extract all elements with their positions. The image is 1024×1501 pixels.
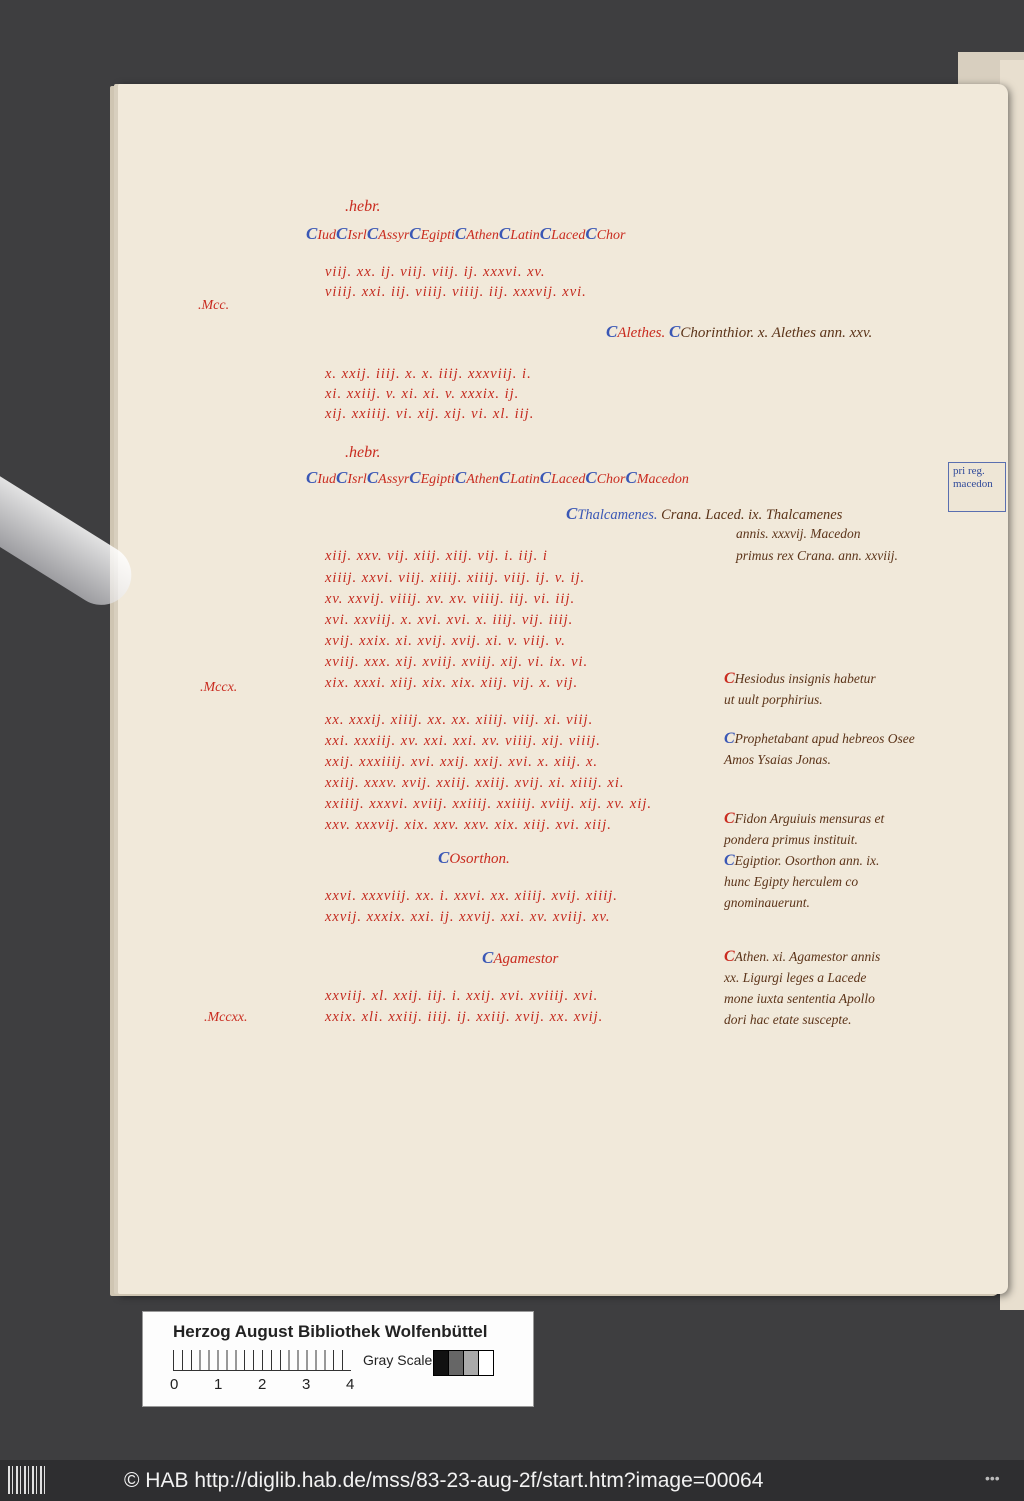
block2-row-2: xi. xxiij. v. xi. xi. v. xxxix. ij. bbox=[325, 386, 520, 402]
column-header: Chor bbox=[596, 228, 626, 243]
gray-swatch-dark bbox=[448, 1350, 464, 1376]
year-mccxx: .Mccxx. bbox=[204, 1010, 248, 1025]
capitulum-mark: C bbox=[336, 224, 348, 243]
column-header: Iud bbox=[317, 228, 337, 243]
capitulum-mark: C bbox=[366, 468, 379, 487]
ruler-num-0: 0 bbox=[170, 1376, 179, 1393]
ruler-scale bbox=[173, 1350, 351, 1371]
more-icon: ••• bbox=[985, 1470, 1000, 1486]
capitulum-mark: C bbox=[306, 224, 318, 243]
column-header: Macedon bbox=[636, 472, 689, 487]
thalc-line-2: annis. xxxvij. Macedon bbox=[736, 526, 861, 541]
thalcamenes-line: CThalcamenes. Crana. Laced. ix. Thalcamenes bbox=[566, 504, 843, 523]
note-athen: CAthen. xi. Agamestor annis xx. Ligurgi leges a Lacede mone iuxta sententia Apollo dori hac etate suscepte. bbox=[724, 948, 881, 1027]
column-header: Egipti bbox=[420, 472, 455, 487]
capitulum-mark: C bbox=[498, 224, 511, 243]
capitulum-mark: C bbox=[625, 468, 637, 487]
gray-scale-label: Gray Scale bbox=[363, 1352, 433, 1368]
column-header: Iud bbox=[317, 472, 337, 487]
capitulum-mark: C bbox=[409, 468, 421, 487]
capitulum-mark: C bbox=[539, 468, 552, 487]
barcode-icon bbox=[8, 1466, 46, 1494]
column-header: Latin bbox=[510, 472, 540, 487]
note-egiptior: CEgiptior. Osorthon ann. ix. hunc Egipty herculem co gnominauerunt. bbox=[724, 852, 880, 910]
block4-row-2: xxi. xxxiij. xv. xxi. xxi. xv. viiij. xij. viiij. bbox=[325, 733, 601, 749]
year-mcc: .Mcc. bbox=[198, 298, 230, 313]
block3-row-7: xix. xxxi. xiij. xix. xix. xiij. vij. x. vij. bbox=[325, 675, 579, 691]
block3-row-4: xvi. xxviij. x. xvi. xvi. x. iiij. vij. iiij. bbox=[325, 612, 574, 628]
block5-row-1: xxvi. xxxviij. xx. i. xxvi. xx. xiiij. xvij. xiiij. bbox=[325, 888, 618, 904]
block3-row-5: xvij. xxix. xi. xvij. xvij. xi. v. viij. v. bbox=[325, 633, 566, 649]
column-header: Laced bbox=[551, 472, 586, 487]
note-fidon: CFidon Arguiuis mensuras et pondera primus instituit. bbox=[724, 810, 885, 847]
heb-label-2: .hebr. bbox=[345, 444, 381, 461]
block3-row-1: xiij. xxv. vij. xiij. xiij. vij. i. iij. i bbox=[325, 548, 548, 564]
block4-row-3: xxij. xxxiiij. xvi. xxij. xxij. xvi. x. xiij. x. bbox=[325, 754, 599, 770]
gray-swatch-black bbox=[433, 1350, 449, 1376]
column-header: Athen bbox=[466, 472, 499, 487]
note-hesiodus: CHesiodus insignis habetur ut uult porphirius. bbox=[724, 670, 876, 707]
block4-row-4: xxiij. xxxv. xvij. xxiij. xxiij. xvij. xi. xiiij. xi. bbox=[325, 775, 625, 791]
capitulum-mark: C bbox=[306, 468, 318, 487]
ruler-num-1: 1 bbox=[214, 1376, 223, 1393]
header-row-2 bbox=[306, 468, 689, 488]
ruler-num-4: 4 bbox=[346, 1376, 355, 1393]
capitulum-mark: C bbox=[539, 224, 552, 243]
gray-swatch-white bbox=[478, 1350, 494, 1376]
column-header: Isrl bbox=[347, 228, 367, 243]
column-header: Assyr bbox=[378, 228, 410, 243]
capitulum-mark: C bbox=[336, 468, 348, 487]
gray-swatch-light bbox=[463, 1350, 479, 1376]
ruler-num-2: 2 bbox=[258, 1376, 267, 1393]
header-row-1 bbox=[306, 224, 625, 244]
library-name: Herzog August Bibliothek Wolfenbüttel bbox=[173, 1322, 488, 1341]
heb-label-1: .hebr. bbox=[345, 198, 381, 215]
capitulum-mark: C bbox=[454, 468, 467, 487]
alethes-body: Chorinthior. x. Alethes ann. xxv. bbox=[680, 325, 873, 341]
margin-note-box: pri reg. macedon bbox=[948, 462, 1006, 512]
block4-row-1: xx. xxxij. xiiij. xx. xx. xiiij. viij. xi. viij. bbox=[325, 712, 594, 728]
block2-row-3: xij. xxiiij. vi. xij. xij. vi. xl. iij. bbox=[325, 406, 535, 422]
capitulum-mark: C bbox=[585, 468, 597, 487]
block5-row-2: xxvij. xxxix. xxi. ij. xxvij. xxi. xv. xviij. xv. bbox=[325, 909, 611, 925]
scale-ruler-card bbox=[142, 1311, 534, 1407]
column-header: Isrl bbox=[347, 472, 367, 487]
block4-row-5: xxiiij. xxxvi. xviij. xxiiij. xxiiij. xviij. xij. xv. xij. bbox=[325, 796, 653, 812]
column-header: Laced bbox=[551, 228, 586, 243]
block6-row-1: xxviij. xl. xxij. iij. i. xxij. xvi. xviiij. xvi. bbox=[325, 988, 599, 1004]
block3-row-6: xviij. xxx. xij. xviij. xviij. xij. vi. ix. vi. bbox=[325, 654, 589, 670]
block1-row-2: viiij. xxi. iij. viiij. viiij. iij. xxxvij. xvi. bbox=[325, 284, 587, 300]
column-header: Egipti bbox=[420, 228, 455, 243]
column-header: Chor bbox=[596, 472, 626, 487]
capitulum-mark: C bbox=[498, 468, 511, 487]
note-prophetabant: CProphetabant apud hebreos Osee Amos Ysaias Jonas. bbox=[724, 730, 915, 767]
column-header: Assyr bbox=[378, 472, 410, 487]
osorthon-head: COsorthon. bbox=[438, 848, 510, 867]
block3-row-2: xiiij. xxvi. viij. xiiij. xiiij. viij. ij. v. ij. bbox=[325, 570, 586, 586]
alethes-head: Alethes. bbox=[617, 325, 666, 341]
alethes-line: CAlethes. CChorinthior. x. Alethes ann. xxv. bbox=[606, 322, 873, 341]
capitulum-mark: C bbox=[409, 224, 421, 243]
footer-copyright-link[interactable]: © HAB http://diglib.hab.de/mss/83-23-aug-2f/start.htm?image=00064 bbox=[124, 1469, 764, 1492]
capitulum-mark: C bbox=[585, 224, 597, 243]
block3-row-3: xv. xxvij. viiij. xv. xv. viiij. iij. vi. iij. bbox=[325, 591, 576, 607]
column-header: Latin bbox=[510, 228, 540, 243]
block2-row-1: x. xxij. iiij. x. x. iiij. xxxviij. i. bbox=[325, 366, 532, 382]
block6-row-2: xxix. xli. xxiij. iiij. ij. xxiij. xvij. xx. xvij. bbox=[325, 1009, 604, 1025]
column-header: Athen bbox=[466, 228, 499, 243]
block1-row-1: viij. xx. ij. viij. viij. ij. xxxvi. xv. bbox=[325, 264, 546, 280]
agamestor-head: CAgamestor bbox=[482, 948, 559, 967]
ruler-num-3: 3 bbox=[302, 1376, 311, 1393]
thalc-rest: Crana. Laced. ix. Thalcamenes bbox=[661, 507, 843, 523]
block4-row-6: xxv. xxxvij. xix. xxv. xxv. xix. xiij. xvi. xiij. bbox=[325, 817, 612, 833]
capitulum-mark: C bbox=[454, 224, 467, 243]
year-mccx: .Mccx. bbox=[200, 680, 238, 695]
capitulum-mark: C bbox=[366, 224, 379, 243]
thalc-head: Thalcamenes. bbox=[577, 507, 658, 523]
thalc-line-3: primus rex Crana. ann. xxviij. bbox=[736, 548, 898, 563]
